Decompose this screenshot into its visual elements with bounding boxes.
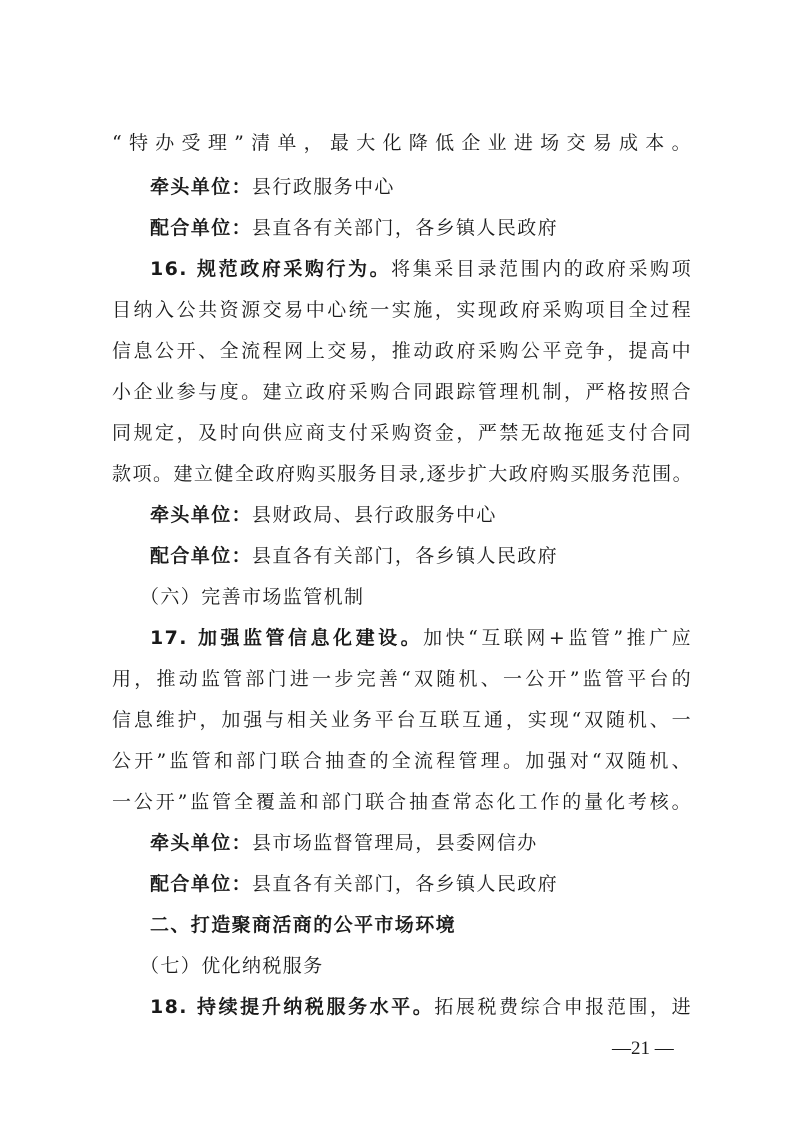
item-title: 18. 持续提升纳税服务水平。 xyxy=(150,996,435,1018)
support-unit-line: 配合单位：县直各有关部门，各乡镇人民政府 xyxy=(150,217,559,239)
lead-unit-line: 牵头单位：县财政局、县行政服务中心 xyxy=(150,504,497,526)
section-heading: 二、打造聚商活商的公平市场环境 xyxy=(150,914,457,936)
label: 牵头单位： xyxy=(150,176,253,198)
paragraph-line: 信息公开、全流程网上交易，推动政府采购公平竞争，提高中 xyxy=(112,340,692,362)
item-heading-16: 16. 规范政府采购行为。将集采目录范围内的政府采购项 xyxy=(150,258,692,280)
paragraph-line: 公开”监管和部门联合抽查的全流程管理。加强对“双随机、 xyxy=(112,750,692,772)
label: 牵头单位： xyxy=(150,504,253,526)
paragraph-line: 用，推动监管部门进一步完善“双随机、一公开”监管平台的 xyxy=(112,668,692,690)
label: 配合单位： xyxy=(150,873,253,895)
paragraph-line: 一公开”监管全覆盖和部门联合抽查常态化工作的量化考核。 xyxy=(112,791,692,813)
item-heading-18: 18. 持续提升纳税服务水平。拓展税费综合申报范围，进 xyxy=(150,996,692,1018)
support-unit-line: 配合单位：县直各有关部门，各乡镇人民政府 xyxy=(150,873,559,895)
item-title: 17. 加强监管信息化建设。 xyxy=(150,627,424,649)
lead-unit-line: 牵头单位：县行政服务中心 xyxy=(150,176,395,198)
item-heading-17: 17. 加强监管信息化建设。加快“互联网+监管”推广应 xyxy=(150,627,692,649)
page-number: —21 — xyxy=(612,1038,674,1059)
lead-unit-line: 牵头单位：县市场监督管理局，县委网信办 xyxy=(150,832,538,854)
label: 牵头单位： xyxy=(150,832,253,854)
label: 配合单位： xyxy=(150,545,253,567)
paragraph-line: 款项。建立健全政府购买服务目录,逐步扩大政府购买服务范围。 xyxy=(112,463,692,485)
paragraph-line: 信息维护，加强与相关业务平台互联互通，实现“双随机、一 xyxy=(112,709,692,731)
item-title: 16. 规范政府采购行为。 xyxy=(150,258,392,280)
paragraph-line: 小企业参与度。建立政府采购合同跟踪管理机制，严格按照合 xyxy=(112,381,692,403)
paragraph-line: 同规定，及时向供应商支付采购资金，严禁无故拖延支付合同 xyxy=(112,422,692,444)
subsection-heading: （七）优化纳税服务 xyxy=(140,955,324,977)
subsection-heading: （六）完善市场监管机制 xyxy=(140,586,365,608)
support-unit-line: 配合单位：县直各有关部门，各乡镇人民政府 xyxy=(150,545,559,567)
paragraph-line: “特办受理”清单，最大化降低企业进场交易成本。 xyxy=(112,132,692,154)
label: 配合单位： xyxy=(150,217,253,239)
paragraph-line: 目纳入公共资源交易中心统一实施，实现政府采购项目全过程 xyxy=(112,299,692,321)
